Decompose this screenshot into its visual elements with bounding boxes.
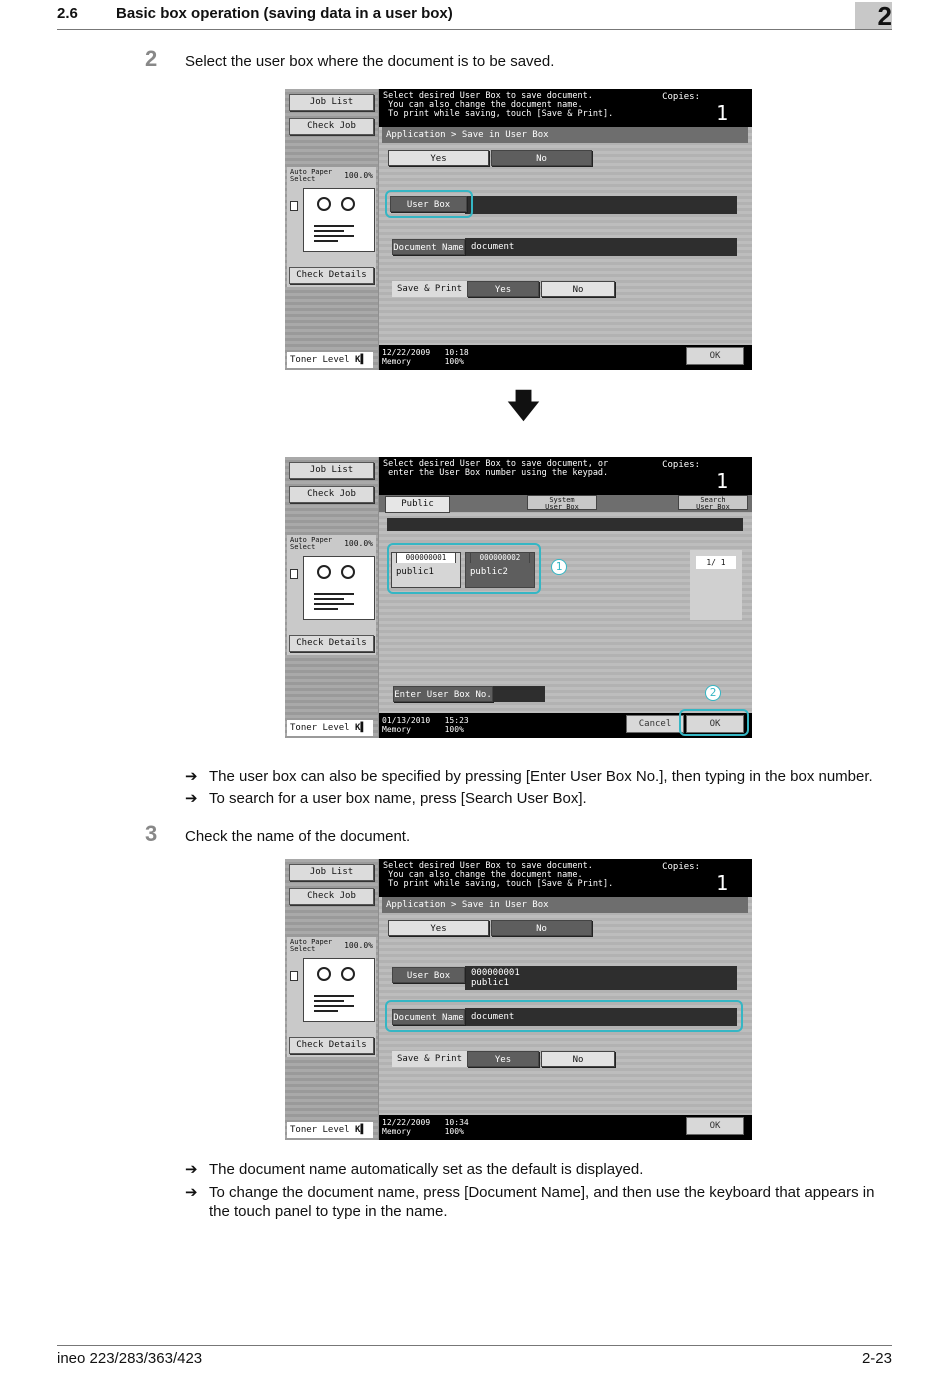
box-number: 000000002	[470, 552, 530, 563]
copies-label: Copies:	[662, 92, 700, 102]
paper-icon	[290, 569, 298, 579]
reel-icon	[341, 967, 355, 981]
note-text: To search for a user box name, press [Search User Box].	[209, 790, 587, 807]
highlight	[387, 543, 541, 594]
box-number: 000000001	[396, 552, 456, 563]
enter-user-box-no-button[interactable]: Enter User Box No.	[393, 686, 493, 702]
path-bar	[387, 518, 743, 531]
zoom-value: 100.0%	[344, 941, 373, 950]
box-number-field[interactable]	[493, 686, 545, 702]
screenshot-2	[285, 457, 752, 738]
status-bar: 12/22/2009 10:34 Memory 100%	[379, 1115, 752, 1140]
check-job-button[interactable]: Check Job	[289, 118, 374, 135]
message-bar: Select desired User Box to save document. You can also change the document name. To print while saving, touch [Save & Print].	[379, 859, 752, 897]
arrow-icon: ➔	[185, 790, 198, 807]
box-name: public2	[470, 567, 508, 577]
user-box-field	[465, 196, 737, 214]
footer-rule	[57, 1345, 892, 1346]
arrow-icon: ➔	[185, 1161, 198, 1178]
toner-icon: K▌	[355, 723, 366, 733]
highlight	[385, 1000, 743, 1032]
section-number: 2.6	[57, 5, 78, 22]
check-details-button[interactable]: Check Details	[289, 267, 374, 284]
document-preview-icon	[303, 958, 375, 1022]
callout-2: 2	[705, 685, 721, 701]
note-item	[185, 1160, 905, 1180]
page-number: 2-23	[861, 1350, 892, 1367]
note-item	[185, 1183, 905, 1223]
reel-icon	[341, 565, 355, 579]
copies-value: 1	[715, 469, 728, 493]
box-name: public1	[396, 567, 434, 577]
header-rule	[57, 29, 892, 30]
highlight	[385, 190, 473, 218]
note-text: The document name automatically set as the default is displayed.	[209, 1161, 644, 1178]
note-item	[185, 789, 905, 809]
document-name-button[interactable]: Document Name	[392, 1009, 465, 1025]
save-print-no-button[interactable]: No	[541, 281, 615, 297]
save-print-label: Save & Print	[392, 281, 467, 297]
screenshot-3	[285, 859, 752, 1140]
text-lines-icon	[314, 995, 354, 1015]
save-print-yes-button[interactable]: Yes	[467, 281, 539, 297]
user-box-button[interactable]: User Box	[392, 967, 465, 983]
copies-label: Copies:	[662, 460, 700, 470]
status-bar: 01/13/2010 15:23 Memory 100%	[379, 713, 752, 738]
step-number: 3	[145, 821, 158, 846]
tab-system-user-box[interactable]: System User Box	[527, 495, 597, 510]
breadcrumb: Application > Save in User Box	[382, 897, 748, 913]
toner-level	[287, 720, 373, 736]
down-arrow-icon: 🡇	[506, 387, 541, 425]
user-box-button[interactable]: User Box	[390, 196, 467, 212]
reel-icon	[317, 565, 331, 579]
cancel-button[interactable]: Cancel	[626, 715, 684, 733]
check-job-button[interactable]: Check Job	[289, 888, 374, 905]
job-list-button[interactable]: Job List	[289, 462, 374, 479]
copies-label: Copies:	[662, 862, 700, 872]
note-text: The user box can also be specified by pressing [Enter User Box No.], then typing in the box number.	[209, 768, 873, 785]
save-print-yes-button[interactable]: Yes	[467, 1051, 539, 1067]
highlight	[679, 709, 749, 736]
ok-button[interactable]: OK	[686, 715, 744, 733]
auto-paper-label: Auto Paper Select	[290, 536, 333, 551]
document-name-field: document	[465, 238, 737, 256]
yes-button[interactable]: Yes	[388, 920, 489, 936]
paper-icon	[290, 971, 298, 981]
paper-icon	[290, 201, 298, 211]
yes-button[interactable]: Yes	[388, 150, 489, 166]
arrow-icon: ➔	[185, 1184, 198, 1201]
left-panel	[285, 89, 378, 370]
arrow-icon: ➔	[185, 768, 198, 785]
chapter-number: 2	[877, 1, 892, 31]
page-indicator: 1/ 1	[696, 556, 736, 569]
toner-label: Toner Level	[290, 1125, 350, 1135]
toner-icon: K▌	[355, 1125, 366, 1135]
message-bar: Select desired User Box to save document. You can also change the document name. To print while saving, touch [Save & Print].	[379, 89, 752, 127]
check-details-button[interactable]: Check Details	[289, 635, 374, 652]
copies-value: 1	[715, 871, 728, 895]
job-list-button[interactable]: Job List	[289, 864, 374, 881]
toner-label: Toner Level	[290, 723, 350, 733]
toner-level	[287, 352, 373, 368]
toner-icon: K▌	[355, 355, 366, 365]
tab-public[interactable]: Public	[385, 496, 450, 513]
zoom-value: 100.0%	[344, 539, 373, 548]
text-lines-icon	[314, 225, 354, 245]
text-lines-icon	[314, 593, 354, 613]
no-button[interactable]: No	[491, 150, 592, 166]
message-bar: Select desired User Box to save document, or enter the User Box number using the keypad.	[379, 457, 752, 495]
check-job-button[interactable]: Check Job	[289, 486, 374, 503]
note-text: To change the document name, press [Document Name], and then use the keyboard that appears in the touch panel to type in the name.	[209, 1184, 875, 1220]
callout-1: 1	[551, 559, 567, 575]
ok-button[interactable]: OK	[686, 1117, 744, 1135]
note-item	[185, 767, 905, 787]
search-user-box-button[interactable]: Search User Box	[678, 495, 748, 510]
section-title: Basic box operation (saving data in a user box)	[116, 5, 453, 22]
step-number: 2	[145, 46, 158, 71]
document-name-field: document	[465, 1008, 737, 1026]
toner-level	[287, 1122, 373, 1138]
auto-paper-label: Auto Paper Select	[290, 168, 333, 183]
reel-icon	[317, 967, 331, 981]
step-text: Check the name of the document.	[185, 828, 411, 845]
step-text: Select the user box where the document is to be saved.	[185, 53, 555, 70]
no-button[interactable]: No	[491, 920, 592, 936]
breadcrumb: Application > Save in User Box	[382, 127, 748, 143]
screenshot-1	[285, 89, 752, 370]
save-print-no-button[interactable]: No	[541, 1051, 615, 1067]
copies-value: 1	[715, 101, 728, 125]
zoom-value: 100.0%	[344, 171, 373, 180]
document-preview-icon	[303, 556, 375, 620]
job-list-button[interactable]: Job List	[289, 94, 374, 111]
document-name-button[interactable]: Document Name	[392, 239, 465, 255]
save-print-label: Save & Print	[392, 1051, 467, 1067]
status-bar: 12/22/2009 10:18 Memory 100%	[379, 345, 752, 370]
ok-button[interactable]: OK	[686, 347, 744, 365]
left-panel	[285, 457, 378, 738]
reel-icon	[341, 197, 355, 211]
toner-label: Toner Level	[290, 355, 350, 365]
footer-model: ineo 223/283/363/423	[57, 1350, 203, 1367]
left-panel	[285, 859, 378, 1140]
auto-paper-label: Auto Paper Select	[290, 938, 333, 953]
reel-icon	[317, 197, 331, 211]
check-details-button[interactable]: Check Details	[289, 1037, 374, 1054]
document-preview-icon	[303, 188, 375, 252]
user-box-field: 000000001 public1	[465, 966, 737, 990]
